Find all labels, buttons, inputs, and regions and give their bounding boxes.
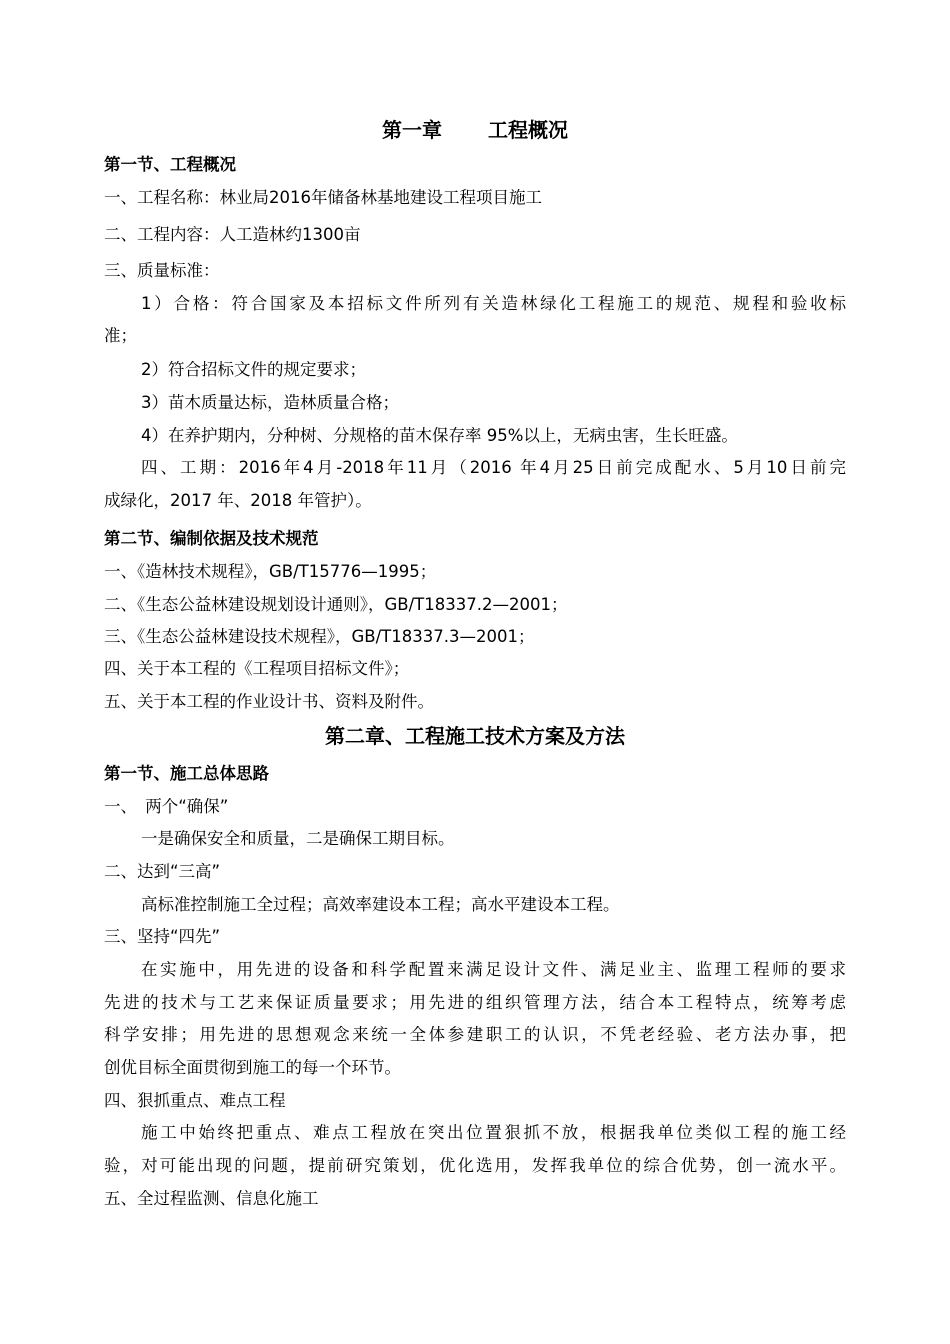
- quality-item-1-line-2: 准；: [104, 326, 137, 345]
- quality-item-2: 2）符合招标文件的规定要求；: [141, 360, 366, 379]
- project-content: 二、工程内容：人工造林约1300亩: [104, 225, 361, 244]
- spec-item-2: 二、《生态公益林建设规划设计通则》，GB/T18337.2—2001；: [104, 595, 568, 614]
- principle-3-heading: 三、坚持“四先”: [104, 927, 221, 946]
- principle-3-line-2: 先进的技术与工艺来保证质量要求；用先进的组织管理方法，结合本工程特点，统筹考虑: [104, 993, 846, 1012]
- principle-4-line-1: 施工中始终把重点、难点工程放在突出位置狠抓不放，根据我单位类似工程的施工经: [141, 1123, 846, 1142]
- section-2-1-heading: 第一节、施工总体思路: [104, 764, 269, 783]
- principle-5-heading: 五、全过程监测、信息化施工: [104, 1189, 319, 1208]
- quality-standard-heading: 三、质量标准：: [104, 261, 220, 280]
- chapter-1-number: 第一章: [382, 118, 442, 142]
- schedule-line-2: 成绿化，2017 年、2018 年管护）。: [104, 491, 372, 510]
- chapter-1-title: [0, 116, 950, 144]
- quality-item-3: 3）苗木质量达标，造林质量合格；: [141, 393, 399, 412]
- project-name: 一、工程名称：林业局2016年储备林基地建设工程项目施工: [104, 188, 542, 207]
- spec-item-4: 四、关于本工程的《工程项目招标文件》；: [104, 659, 410, 678]
- principle-1-body: 一是确保安全和质量，二是确保工期目标。: [141, 829, 455, 848]
- principle-2-body: 高标准控制施工全过程；高效率建设本工程；高水平建设本工程。: [141, 895, 620, 914]
- principle-2-heading: 二、达到“三高”: [104, 862, 221, 881]
- section-1-1-heading: 第一节、工程概况: [104, 155, 236, 174]
- chapter-2-title: 第二章、工程施工技术方案及方法: [325, 724, 625, 748]
- principle-3-line-1: 在实施中，用先进的设备和科学配置来满足设计文件、满足业主、监理工程师的要求: [141, 960, 846, 979]
- chapter-1-name: 工程概况: [488, 118, 568, 142]
- section-1-2-heading: 第二节、编制依据及技术规范: [104, 529, 319, 548]
- quality-item-1-line-1: 1）合格：符合国家及本招标文件所列有关造林绿化工程施工的规范、规程和验收标: [141, 294, 846, 313]
- principle-1-heading: 一、 两个“确保”: [104, 797, 229, 816]
- schedule-line-1: 四、工期：2016年4月-2018年11月（2016 年4月25日前完成配水、5月10日前完: [141, 458, 846, 477]
- quality-item-4: 4）在养护期内，分种树、分规格的苗木保存率 95%以上，无病虫害，生长旺盛。: [141, 426, 738, 445]
- principle-4-line-2: 验，对可能出现的问题，提前研究策划，优化选用，发挥我单位的综合优势，创一流水平。: [104, 1156, 846, 1175]
- principle-3-line-3: 科学安排；用先进的思想观念来统一全体参建职工的认识，不凭老经验、老方法办事，把: [104, 1025, 846, 1044]
- spec-item-1: 一、《造林技术规程》，GB/T15776—1995；: [104, 562, 437, 581]
- principle-4-heading: 四、狠抓重点、难点工程: [104, 1091, 286, 1110]
- principle-3-line-4: 创优目标全面贯彻到施工的每一个环节。: [104, 1058, 401, 1077]
- spec-item-3: 三、《生态公益林建设技术规程》，GB/T18337.3—2001；: [104, 627, 535, 646]
- spec-item-5: 五、关于本工程的作业设计书、资料及附件。: [104, 692, 434, 711]
